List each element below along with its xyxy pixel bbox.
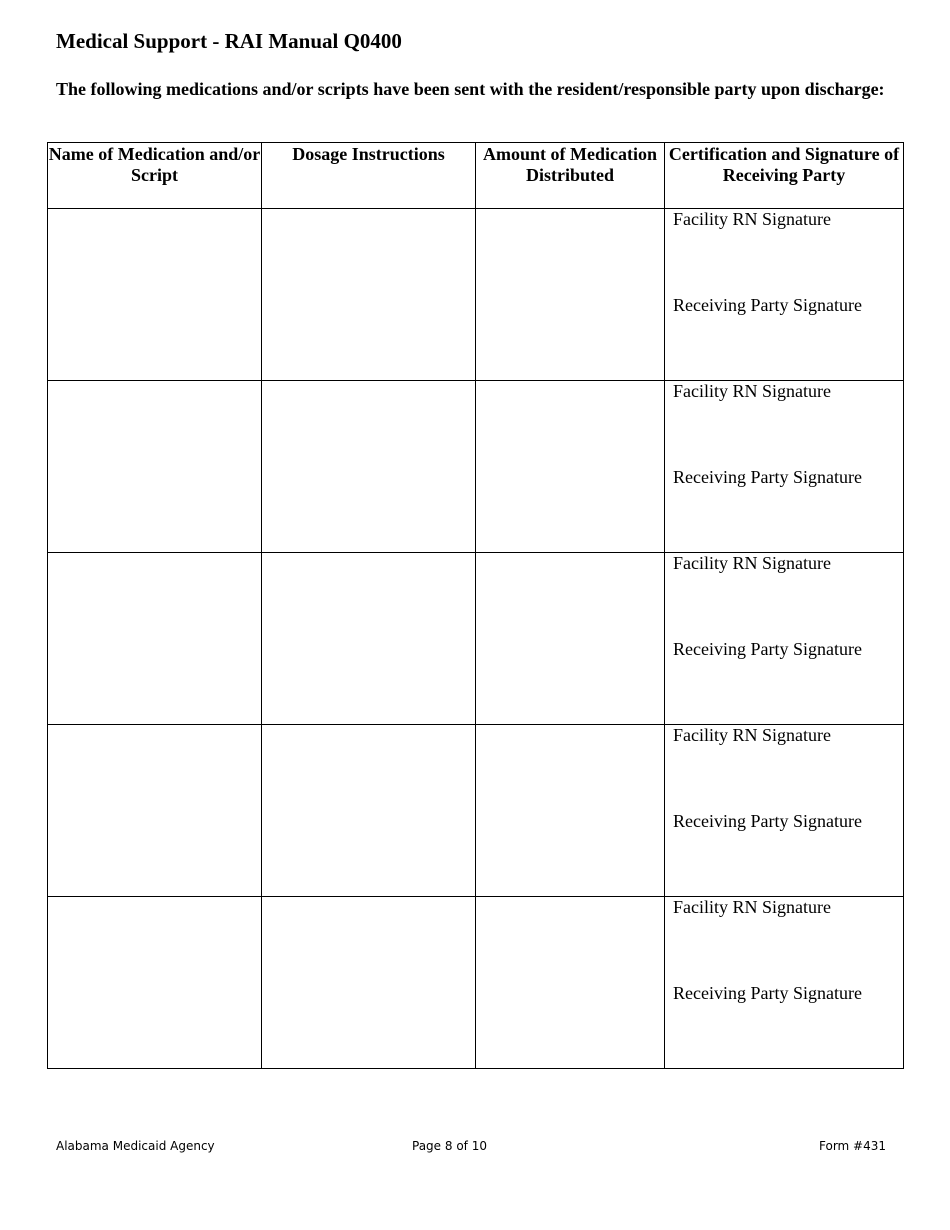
amount-distributed-cell[interactable] [476,553,665,725]
medication-name-cell[interactable] [48,381,262,553]
medication-name-cell[interactable] [48,725,262,897]
amount-distributed-cell[interactable] [476,209,665,381]
receiving-party-signature-label: Receiving Party Signature [673,811,862,831]
certification-cell[interactable] [665,725,904,897]
receiving-party-signature-label: Receiving Party Signature [673,639,862,659]
certification-cell[interactable] [665,897,904,1069]
facility-rn-signature-label: Facility RN Signature [673,725,831,745]
facility-rn-signature-label: Facility RN Signature [673,209,831,229]
table-row [48,553,904,725]
certification-cell[interactable] [665,209,904,381]
column-header-amount-distributed: Amount of Medication Distributed [476,143,665,209]
facility-rn-signature-label: Facility RN Signature [673,553,831,573]
certification-cell[interactable] [665,381,904,553]
dosage-instructions-cell[interactable] [262,209,476,381]
footer-form-number: Form #431 [819,1139,887,1153]
table-header-row [48,143,904,209]
amount-distributed-cell[interactable] [476,381,665,553]
medication-table [47,142,904,1069]
receiving-party-signature-label: Receiving Party Signature [673,295,862,315]
facility-rn-signature-label: Facility RN Signature [673,381,831,401]
medication-name-cell[interactable] [48,553,262,725]
table-row [48,725,904,897]
receiving-party-signature-label: Receiving Party Signature [673,983,862,1003]
intro-text: The following medications and/or scripts have been sent with the resident/responsible party upon discharge: [56,79,885,99]
dosage-instructions-cell[interactable] [262,381,476,553]
table-row [48,209,904,381]
footer-page-number: Page 8 of 10 [412,1139,487,1153]
dosage-instructions-cell[interactable] [262,725,476,897]
footer-agency: Alabama Medicaid Agency [56,1139,215,1153]
medication-name-cell[interactable] [48,209,262,381]
dosage-instructions-cell[interactable] [262,897,476,1069]
amount-distributed-cell[interactable] [476,897,665,1069]
column-header-medication-name: Name of Medication and/or Script [48,143,262,209]
table-row [48,897,904,1069]
amount-distributed-cell[interactable] [476,725,665,897]
receiving-party-signature-label: Receiving Party Signature [673,467,862,487]
medication-name-cell[interactable] [48,897,262,1069]
table-row [48,381,904,553]
facility-rn-signature-label: Facility RN Signature [673,897,831,917]
column-header-certification-signature: Certification and Signature of Receiving Party [665,143,904,209]
certification-cell[interactable] [665,553,904,725]
dosage-instructions-cell[interactable] [262,553,476,725]
page-title: Medical Support - RAI Manual Q0400 [56,29,402,53]
column-header-dosage-instructions: Dosage Instructions [262,143,476,209]
